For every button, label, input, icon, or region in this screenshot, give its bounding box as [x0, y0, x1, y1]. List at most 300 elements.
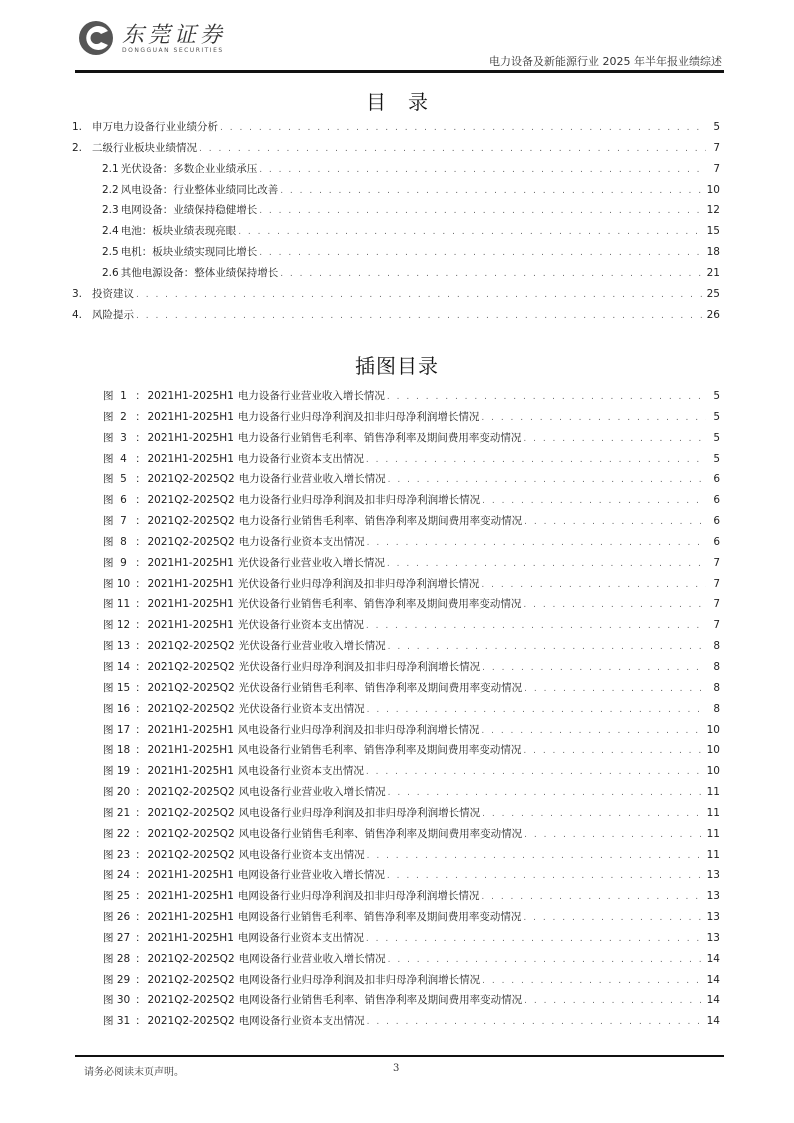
- dot-leader: [523, 600, 706, 610]
- figure-title: 光伏设备行业营业收入增长情况: [237, 556, 385, 569]
- figure-entry-title: [103, 951, 386, 966]
- figure-number: 1: [120, 390, 127, 402]
- figure-entry-title: [103, 513, 522, 528]
- figure-colon: ：: [135, 765, 146, 778]
- toc-entry[interactable]: [72, 307, 720, 328]
- figure-label: 图: [103, 869, 114, 882]
- figure-title: 电力设备行业资本支出情况: [238, 535, 365, 548]
- toc-entry-title: 二级行业板块业绩情况: [92, 141, 197, 154]
- toc-entry[interactable]: [72, 244, 720, 265]
- company-logo: [78, 16, 248, 64]
- figure-entry-title: [103, 972, 480, 987]
- dot-leader: [259, 165, 706, 175]
- figure-entry[interactable]: [72, 701, 720, 722]
- figure-entry[interactable]: [72, 451, 720, 472]
- figure-number: 26: [116, 911, 131, 924]
- figure-entry[interactable]: [72, 826, 720, 847]
- toc-entry[interactable]: [72, 202, 720, 223]
- figure-period: 2021H1-2025H1: [147, 911, 234, 924]
- figure-entry-title: [103, 576, 479, 591]
- figure-entry-page: 5: [713, 452, 720, 465]
- figure-entry[interactable]: [72, 742, 720, 763]
- figure-entry-page: 8: [713, 681, 720, 694]
- figure-number: 16: [116, 702, 131, 715]
- dot-leader: [523, 913, 704, 923]
- figure-period: 2021H1-2025H1: [147, 452, 234, 465]
- figure-entry[interactable]: [72, 680, 720, 701]
- figure-entry-title: [103, 930, 364, 945]
- figure-colon: ：: [135, 577, 146, 590]
- toc-entry-title: 申万电力设备行业业绩分析: [92, 121, 218, 133]
- figure-entry-page: 7: [713, 619, 720, 632]
- figure-label: 图: [103, 681, 114, 694]
- dot-leader: [367, 1017, 705, 1027]
- figure-entry-title: [103, 430, 521, 445]
- figure-title: 电力设备行业归母净利润及扣非归母净利润增长情况: [238, 494, 481, 507]
- figure-entry[interactable]: [72, 388, 720, 409]
- toc-entry-title: 风险提示: [92, 308, 134, 321]
- figure-period: 2021H1-2025H1: [147, 598, 234, 611]
- dot-leader: [280, 269, 704, 279]
- figure-number: 5: [120, 473, 127, 486]
- figure-number: 9: [120, 556, 127, 569]
- figure-label: 图: [103, 390, 114, 402]
- figure-entry-page: 11: [706, 848, 720, 861]
- toc-entry-title: 其他电源设备：整体业绩保持增长: [120, 266, 279, 279]
- dot-leader: [366, 767, 705, 777]
- toc-entry-page: 10: [706, 183, 720, 196]
- figure-period: 2021Q2-2025Q2: [147, 473, 235, 486]
- figure-label: 图: [103, 848, 114, 861]
- figure-colon: ：: [135, 744, 146, 757]
- figure-entry-page: 7: [713, 556, 720, 569]
- figure-title: 风电设备行业资本支出情况: [237, 765, 364, 778]
- toc-entry-page: 7: [713, 141, 720, 154]
- figure-entry-page: 6: [713, 473, 720, 486]
- figure-title: 电网设备行业资本支出情况: [237, 931, 364, 944]
- figure-colon: ：: [135, 890, 146, 903]
- figure-period: 2021Q2-2025Q2: [147, 535, 235, 548]
- logo-chinese-name: 东莞证券: [122, 23, 227, 48]
- figure-number: 13: [116, 640, 131, 653]
- figure-title: 电网设备行业营业收入增长情况: [238, 952, 386, 965]
- figure-colon: ：: [135, 515, 146, 528]
- toc-entry-number: 2.4: [102, 225, 119, 238]
- figure-label: 图: [103, 952, 114, 965]
- dot-leader: [367, 705, 706, 715]
- dot-leader: [482, 809, 705, 819]
- figure-number: 24: [116, 869, 131, 882]
- figure-period: 2021Q2-2025Q2: [147, 660, 235, 673]
- toc-entry-number: 2.1: [102, 162, 119, 175]
- figure-entry-title: [103, 451, 364, 466]
- figure-entry-title: [103, 909, 521, 924]
- toc-entry-number: 3.: [72, 287, 83, 300]
- figure-colon: ：: [135, 827, 146, 840]
- dot-leader: [481, 892, 704, 902]
- toc-entry[interactable]: [72, 161, 720, 182]
- toc-entry[interactable]: [72, 140, 720, 161]
- figure-entry-page: 6: [713, 494, 720, 507]
- figure-number: 15: [116, 681, 131, 694]
- figure-label: 图: [103, 702, 114, 715]
- logo-english-name: DONGGUAN SECURITIES: [122, 47, 224, 54]
- figure-title: 电力设备行业资本支出情况: [237, 452, 364, 465]
- figure-entry[interactable]: [72, 909, 720, 930]
- toc-entry-title: 电网设备：业绩保持稳健增长: [120, 204, 258, 217]
- toc-entry-number: 2.5: [102, 246, 119, 259]
- toc-entry-title: 电机：板块业绩实现同比增长: [120, 246, 258, 259]
- dot-leader: [259, 206, 704, 216]
- dot-leader: [259, 248, 704, 258]
- figure-entry[interactable]: [72, 596, 720, 617]
- figure-number: 29: [116, 973, 131, 986]
- figure-label: 图: [103, 577, 114, 590]
- figure-label: 图: [103, 890, 114, 903]
- figure-label: 图: [103, 473, 114, 486]
- figure-number: 21: [116, 806, 131, 819]
- figure-label: 图: [103, 931, 114, 944]
- figure-entry-title: [103, 1013, 365, 1028]
- dot-leader: [367, 538, 706, 548]
- figure-title: 电力设备行业销售毛利率、销售净利率及期间费用率变动情况: [238, 515, 523, 528]
- toc-entry[interactable]: [72, 119, 720, 140]
- dot-leader: [220, 123, 706, 133]
- figure-title: 光伏设备行业销售毛利率、销售净利率及期间费用率变动情况: [237, 598, 522, 611]
- toc-entry[interactable]: [72, 223, 720, 244]
- figure-colon: ：: [135, 702, 146, 715]
- figure-entry[interactable]: [72, 1013, 720, 1034]
- figure-label: 图: [103, 786, 114, 799]
- figure-number: 19: [116, 765, 131, 778]
- figure-entry[interactable]: [72, 513, 720, 534]
- figure-title: 风电设备行业销售毛利率、销售净利率及期间费用率变动情况: [237, 744, 522, 757]
- figure-colon: ：: [135, 786, 146, 799]
- toc-entry-title: 光伏设备：多数企业业绩承压: [120, 162, 258, 175]
- toc-entry[interactable]: [72, 265, 720, 286]
- figure-title: 光伏设备行业销售毛利率、销售净利率及期间费用率变动情况: [238, 681, 523, 694]
- dot-leader: [136, 311, 705, 321]
- toc-entry-number: 4.: [72, 308, 83, 321]
- figure-label: 图: [103, 744, 114, 757]
- figure-colon: ：: [135, 973, 146, 986]
- figure-entry-page: 14: [706, 973, 720, 986]
- dot-leader: [387, 559, 706, 569]
- figure-period: 2021H1-2025H1: [147, 431, 234, 444]
- figure-entry[interactable]: [72, 930, 720, 951]
- figure-entry[interactable]: [72, 951, 720, 972]
- figure-period: 2021H1-2025H1: [147, 556, 234, 569]
- figure-period: 2021Q2-2025Q2: [147, 1015, 235, 1028]
- dot-leader: [366, 621, 706, 631]
- figure-period: 2021Q2-2025Q2: [147, 640, 235, 653]
- figure-number: 3: [120, 431, 127, 444]
- figure-label: 图: [103, 556, 114, 569]
- figure-entry-title: [103, 680, 522, 695]
- dot-leader: [524, 517, 706, 527]
- figure-period: 2021H1-2025H1: [147, 723, 234, 736]
- figure-entry-page: 8: [713, 660, 720, 673]
- figure-title: 风电设备行业销售毛利率、销售净利率及期间费用率变动情况: [238, 827, 523, 840]
- dot-leader: [523, 434, 706, 444]
- figure-entry[interactable]: [72, 471, 720, 492]
- dot-leader: [482, 496, 706, 506]
- toc-entry-title: 电池：板块业绩表现亮眼: [120, 225, 237, 238]
- figure-period: 2021Q2-2025Q2: [147, 494, 235, 507]
- figure-label: 图: [103, 410, 114, 423]
- figure-colon: ：: [135, 556, 146, 569]
- figure-label: 图: [103, 827, 114, 840]
- toc-entry-page: 25: [706, 287, 720, 300]
- figure-label: 图: [103, 494, 114, 507]
- figure-entry[interactable]: [72, 638, 720, 659]
- figure-entry-page: 11: [706, 786, 720, 799]
- page-number: 3: [393, 1063, 400, 1074]
- figure-entry-title: [103, 826, 522, 841]
- dot-leader: [388, 788, 705, 798]
- toc-entry-page: 5: [713, 121, 720, 133]
- figure-period: 2021H1-2025H1: [147, 410, 234, 423]
- figure-title: 光伏设备行业归母净利润及扣非归母净利润增长情况: [237, 577, 480, 590]
- toc-heading: 目录: [366, 90, 450, 114]
- figure-entry-page: 14: [706, 994, 720, 1007]
- dot-leader: [482, 663, 706, 673]
- figure-number: 22: [116, 827, 131, 840]
- figure-label: 图: [103, 806, 114, 819]
- dot-leader: [366, 455, 706, 465]
- dot-leader: [481, 726, 704, 736]
- figure-colon: ：: [135, 431, 146, 444]
- figure-number: 25: [116, 890, 131, 903]
- dot-leader: [388, 955, 705, 965]
- figure-entry[interactable]: [72, 555, 720, 576]
- figure-colon: ：: [135, 952, 146, 965]
- figure-entry[interactable]: [72, 972, 720, 993]
- figure-number: 23: [116, 848, 131, 861]
- figure-entry-title: [103, 701, 365, 716]
- figure-entry-title: [103, 409, 479, 424]
- figure-entry[interactable]: [72, 763, 720, 784]
- figure-entry[interactable]: [72, 430, 720, 451]
- figure-entry-page: 6: [713, 515, 720, 528]
- figure-period: 2021Q2-2025Q2: [147, 702, 235, 715]
- figure-colon: ：: [135, 994, 146, 1007]
- figure-number: 20: [116, 786, 131, 799]
- report-title: 电力设备及新能源行业 2025 年半年报业绩综述: [489, 55, 722, 68]
- dot-leader: [388, 475, 706, 485]
- figure-number: 17: [116, 723, 131, 736]
- figure-entry[interactable]: [72, 659, 720, 680]
- figure-entry-page: 8: [713, 702, 720, 715]
- figure-number: 4: [120, 452, 127, 465]
- figure-colon: ：: [135, 681, 146, 694]
- figure-entry[interactable]: [72, 805, 720, 826]
- figure-entry-title: [103, 784, 386, 799]
- dot-leader: [280, 186, 704, 196]
- figure-entry-title: [103, 534, 365, 549]
- figure-period: 2021Q2-2025Q2: [147, 994, 235, 1007]
- figure-entry[interactable]: [72, 784, 720, 805]
- figure-period: 2021Q2-2025Q2: [147, 848, 235, 861]
- toc-entry-page: 18: [706, 246, 720, 259]
- figure-entry-title: [103, 867, 385, 882]
- figure-entry-title: [103, 388, 385, 403]
- figure-colon: ：: [135, 640, 146, 653]
- figure-entry[interactable]: [72, 722, 720, 743]
- figure-entry-title: [103, 888, 479, 903]
- toc-entry-title: 投资建议: [92, 287, 134, 300]
- dot-leader: [481, 413, 706, 423]
- dot-leader: [387, 871, 705, 881]
- figure-title: 电网设备行业销售毛利率、销售净利率及期间费用率变动情况: [238, 994, 523, 1007]
- figure-colon: ：: [135, 535, 146, 548]
- figure-title: 电网设备行业归母净利润及扣非归母净利润增长情况: [238, 973, 481, 986]
- figure-period: 2021H1-2025H1: [147, 931, 234, 944]
- figure-title: 风电设备行业归母净利润及扣非归母净利润增长情况: [237, 723, 480, 736]
- figure-entry-page: 14: [706, 1015, 720, 1028]
- dot-leader: [367, 851, 705, 861]
- figure-entry[interactable]: [72, 867, 720, 888]
- toc-entry-number: 2.2: [102, 183, 119, 196]
- toc-entry-number: 2.3: [102, 204, 119, 217]
- figure-entry-title: [103, 805, 480, 820]
- figure-title: 电力设备行业营业收入增长情况: [238, 473, 386, 486]
- figure-colon: ：: [135, 1015, 146, 1028]
- figure-list-heading: 插图目录: [355, 354, 439, 378]
- figure-period: 2021Q2-2025Q2: [147, 827, 235, 840]
- figure-entry-title: [103, 471, 386, 486]
- figure-period: 2021Q2-2025Q2: [147, 681, 235, 694]
- figure-colon: ：: [135, 848, 146, 861]
- figure-number: 14: [116, 660, 131, 673]
- figure-period: 2021H1-2025H1: [147, 390, 234, 402]
- figure-entry-title: [103, 596, 521, 611]
- figure-number: 11: [116, 598, 131, 611]
- dot-leader: [481, 580, 706, 590]
- figure-entry[interactable]: [72, 534, 720, 555]
- dot-leader: [388, 642, 706, 652]
- figure-period: 2021H1-2025H1: [147, 577, 234, 590]
- figure-label: 图: [103, 535, 114, 548]
- figure-label: 图: [103, 765, 114, 778]
- toc-entry-page: 7: [713, 162, 720, 175]
- header-divider: [75, 70, 724, 73]
- toc-entry-number: 2.: [72, 141, 83, 154]
- figure-period: 2021Q2-2025Q2: [147, 806, 235, 819]
- figure-entry-page: 11: [706, 806, 720, 819]
- figure-entry-title: [103, 992, 522, 1007]
- figure-label: 图: [103, 660, 114, 673]
- figure-entry-title: [103, 555, 385, 570]
- figure-entry-title: [103, 492, 480, 507]
- figure-entry-page: 10: [706, 723, 720, 736]
- dot-leader: [523, 746, 704, 756]
- figure-entry-page: 6: [713, 535, 720, 548]
- figure-entry-page: 7: [713, 598, 720, 611]
- toc-entry-number: 1.: [72, 121, 83, 133]
- figure-title: 光伏设备行业归母净利润及扣非归母净利润增长情况: [238, 660, 481, 673]
- figure-label: 图: [103, 1015, 114, 1028]
- figure-period: 2021H1-2025H1: [147, 890, 234, 903]
- figure-number: 30: [116, 994, 131, 1007]
- figure-period: 2021Q2-2025Q2: [147, 952, 235, 965]
- dot-leader: [199, 144, 706, 154]
- figure-entry[interactable]: [72, 888, 720, 909]
- figure-entry-page: 11: [706, 827, 720, 840]
- figure-colon: ：: [135, 619, 146, 632]
- figure-title: 电力设备行业销售毛利率、销售净利率及期间费用率变动情况: [237, 431, 522, 444]
- figure-colon: ：: [135, 410, 146, 423]
- figure-number: 27: [116, 931, 131, 944]
- figure-entry-title: [103, 659, 480, 674]
- figure-period: 2021H1-2025H1: [147, 744, 234, 757]
- figure-entry-page: 5: [713, 431, 720, 444]
- figure-period: 2021H1-2025H1: [147, 619, 234, 632]
- figure-title: 电网设备行业营业收入增长情况: [237, 869, 385, 882]
- figure-label: 图: [103, 640, 114, 653]
- figure-label: 图: [103, 994, 114, 1007]
- figure-entry[interactable]: [72, 847, 720, 868]
- figure-colon: ：: [135, 931, 146, 944]
- figure-label: 图: [103, 598, 114, 611]
- dot-leader: [136, 290, 705, 300]
- figure-number: 7: [120, 515, 127, 528]
- figure-number: 18: [116, 744, 131, 757]
- dot-leader: [524, 830, 705, 840]
- dot-leader: [482, 976, 705, 986]
- figure-title: 光伏设备行业营业收入增长情况: [238, 640, 386, 653]
- figure-entry-title: [103, 617, 364, 632]
- dot-leader: [524, 684, 706, 694]
- logo-mark-icon: [78, 18, 114, 58]
- figure-title: 风电设备行业归母净利润及扣非归母净利润增长情况: [238, 806, 481, 819]
- figure-title: 电网设备行业销售毛利率、销售净利率及期间费用率变动情况: [237, 911, 522, 924]
- figure-title: 光伏设备行业资本支出情况: [237, 619, 364, 632]
- figure-entry-page: 5: [713, 390, 720, 402]
- figure-number: 12: [116, 619, 131, 632]
- figure-entry-page: 13: [706, 911, 720, 924]
- figure-colon: ：: [135, 494, 146, 507]
- figure-entry-page: 14: [706, 952, 720, 965]
- toc-entry-number: 2.6: [102, 266, 119, 279]
- figure-label: 图: [103, 911, 114, 924]
- toc-entry-page: 12: [706, 204, 720, 217]
- toc-entry[interactable]: [72, 182, 720, 203]
- figure-entry[interactable]: [72, 617, 720, 638]
- figure-entry-page: 13: [706, 869, 720, 882]
- toc-entry-title: 风电设备：行业整体业绩同比改善: [120, 183, 279, 196]
- figure-number: 28: [116, 952, 131, 965]
- figure-colon: ：: [135, 869, 146, 882]
- dot-leader: [387, 392, 706, 402]
- figure-period: 2021H1-2025H1: [147, 765, 234, 778]
- figure-number: 31: [116, 1015, 131, 1028]
- figure-entry[interactable]: [72, 409, 720, 430]
- figure-colon: ：: [135, 452, 146, 465]
- figure-title: 电力设备行业营业收入增长情况: [237, 390, 385, 402]
- footer-disclaimer: 请务必阅读末页声明。: [84, 1067, 184, 1078]
- figure-title: 电力设备行业归母净利润及扣非归母净利润增长情况: [237, 410, 480, 423]
- dot-leader: [524, 996, 705, 1006]
- figure-entry-page: 5: [713, 410, 720, 423]
- figure-number: 8: [120, 535, 127, 548]
- figure-entry[interactable]: [72, 992, 720, 1013]
- figure-entry-page: 10: [706, 765, 720, 778]
- figure-label: 图: [103, 723, 114, 736]
- toc-entry[interactable]: [72, 286, 720, 307]
- figure-entry[interactable]: [72, 492, 720, 513]
- figure-entry[interactable]: [72, 576, 720, 597]
